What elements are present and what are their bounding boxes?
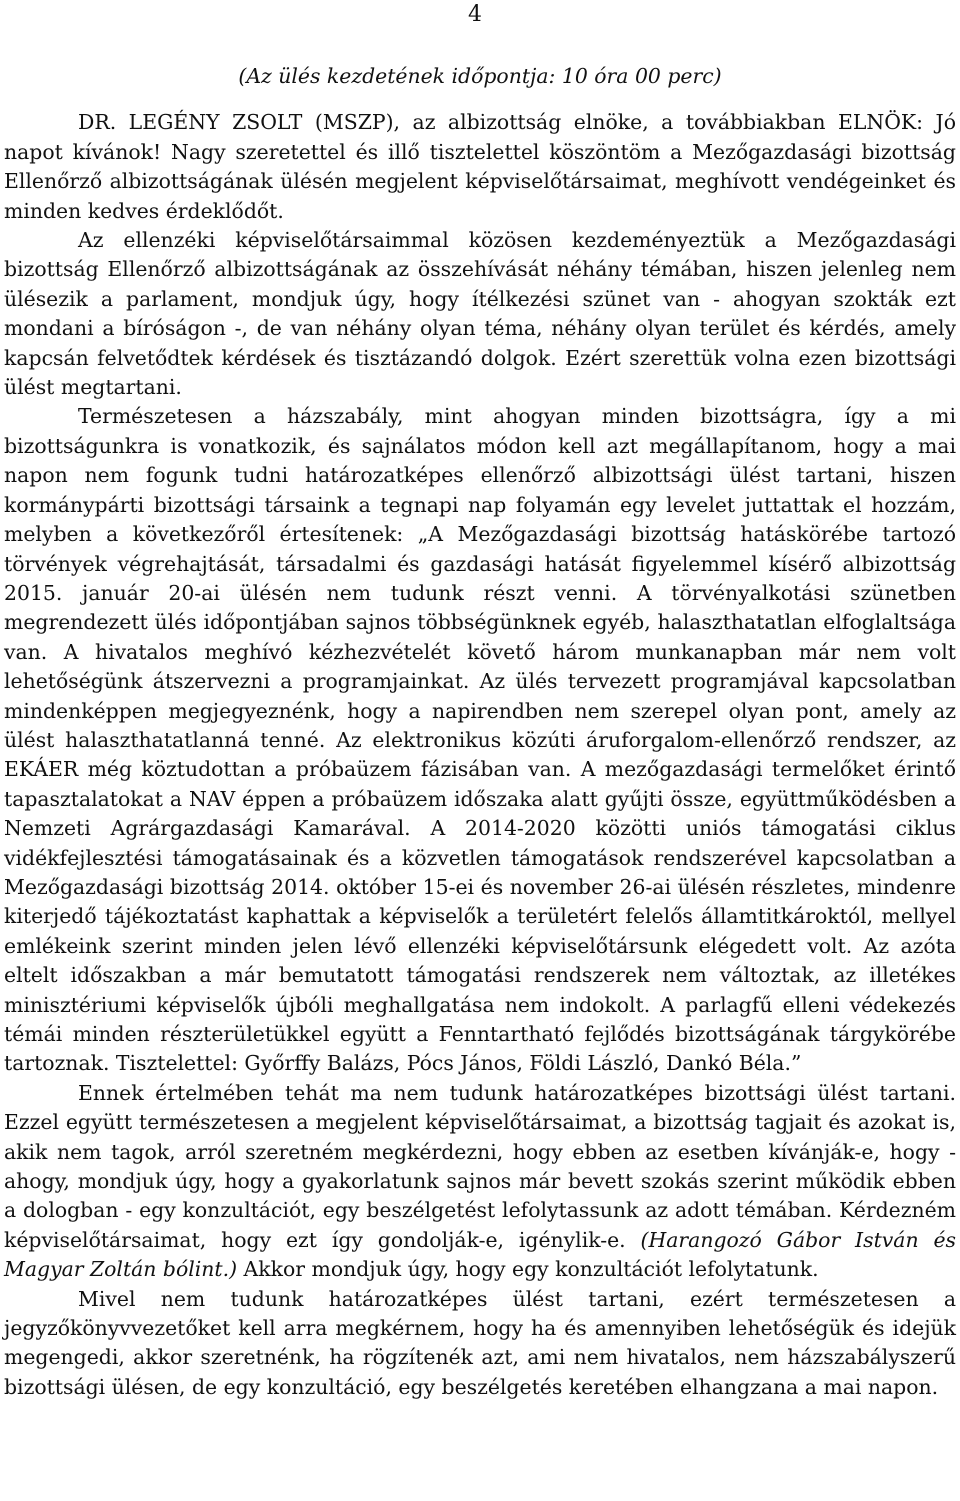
paragraph-text: Ennek értelmében tehát ma nem tudunk határozatképes bizottsági ülést tartani. Ezzel együtt természetesen a megjelent képviselőtársaimat, a bizottság tagjait és azokat is, akik nem tagok, arról szeretném megkérdezni, hogy ebben az esetben kívánják-e, hogy - ahogy, mondjuk úgy, hogy a gyakorlatunk sajnos már bevett szokás szerint működik ebben a dologban - egy konzultációt, egy beszélgetést lefolytassunk az adott témában. Kérdezném képviselőtársaimat, hogy ezt így gondolják-e, igénylik-e. [4,1080,956,1252]
paragraph-text: Jó napot kívánok! Nagy szeretettel és illő tisztelettel köszöntöm a Mezőgazdasági bizottság Ellenőrző albizottságának ülésén megjelent képviselőtársaimat, meghívott vendégeinket és minden kedves érdeklődőt. [4,110,956,223]
page-number: 4 [468,2,482,27]
paragraph-chair-opening [4,108,956,226]
paragraph-initiative: Az ellenzéki képviselőtársaimmal közösen kezdeményeztük a Mezőgazdasági bizottság Ellenőrző albizottságának az összehívását néhány témában, hiszen jelenleg nem ülésezik a parlament, mondjuk úgy, hogy ítélkezési szünet van - ahogyan szokták ezt mondani a bíróságon -, de van néhány olyan téma, néhány olyan terület és kérdés, amely kapcsán felvetődtek kérdések és tisztázandó dolgok. Ezért szerettük volna ezen bizottsági ülést megtartani. [4,228,956,400]
session-start-note: (Az ülés kezdetének időpontja: 10 óra 00 perc) [238,64,722,88]
paragraph-quoted-letter: Természetesen a házszabály, mint ahogyan minden bizottságra, így a mi bizottságunkra is vonatkozik, és sajnálatos módon kell azt megállapítanom, hogy a mai napon nem fogunk tudni határozatképes ellenőrző albizottsági ülést tartani, hiszen kormánypárti bizottsági társaink a tegnapi nap folyamán egy levelet juttattak el hozzám, melyben a következőről értesítenek: „A Mezőgazdasági bizottság hatáskörébe tartozó törvények végrehajtását, társadalmi és gazdasági hatását figyelemmel kísérő albizottság 2015. január 20-ai ülésén nem tudunk részt venni. A törvényalkotási szünetben megrendezett ülés időpontjában sajnos többségünknek egyéb, halaszthatatlan elfoglaltsága van. A hivatalos meghívó kézhezvételét követő három munkanapban már nem volt lehetőségünk átszervezni a programjainkat. Az ülés tervezett programjával kapcsolatban mindenképpen megjegyeznénk, hogy a napirendben nem szerepel olyan pont, amely az ülést halaszthatatlanná tenné. Az elektronikus közúti áruforgalom-ellenőrző rendszer, az EKÁER még köztudottan a próbaüzem fázisában van. A mezőgazdasági termelőket érintő tapasztalatokat a NAV éppen a próbaüzem időszaka alatt gyűjti össze, együttműködésben a Nemzeti Agrárgazdasági Kamarával. A 2014-2020 közötti uniós támogatási ciklus vidékfejlesztési támogatásainak és a közvetlen támogatások rendszerével kapcsolatban a Mezőgazdasági bizottság 2014. október 15-ei és november 26-ai ülésén részletes, mindenre kiterjedő tájékoztatást kaphattak a képviselők a területért felelős államtitkároktól, mellyel emlékeink szerint minden jelen lévő ellenzéki képviselőtársunk elégedett volt. Az azóta eltelt időszakban a már bemutatott támogatási rendszerek nem változtak, az illetékes minisztériumi képviselők újbóli meghallgatása nem indokolt. A parlagfű elleni védekezés témái minden részterületükkel együtt a Fenntartható fejlődés bizottságának tárgykörébe tartoznak. Tisztelettel: Győrffy Balázs, Pócs János, Földi László, Dankó Béla.” [4,404,956,1076]
paragraph-text: Akkor mondjuk úgy, hogy egy konzultációt lefolytatunk. [237,1257,819,1282]
document-body [4,62,956,1402]
paragraph-minutes-request: Mivel nem tudunk határozatképes ülést tartani, ezért természetesen a jegyzőkönyvvezetőket kell arra megkérnem, hogy ha és amennyiben lehetőségük és idejük megengedi, akkor szeretnénk, ha rögzítenék azt, ami nem hivatalos, nem házszabályszerű bizottsági ülésen, de egy konzultáció, egy beszélgetés keretében elhangzana a mai napon. [4,1286,956,1399]
speaker-name: DR. LEGÉNY ZSOLT (MSZP), az albizottság elnöke, a továbbiakban ELNÖK: [78,110,924,135]
stage-note: (Harangozó Gábor István és Magyar Zoltán bólint.) [4,1227,956,1282]
paragraph-consultation-question [4,1079,956,1285]
